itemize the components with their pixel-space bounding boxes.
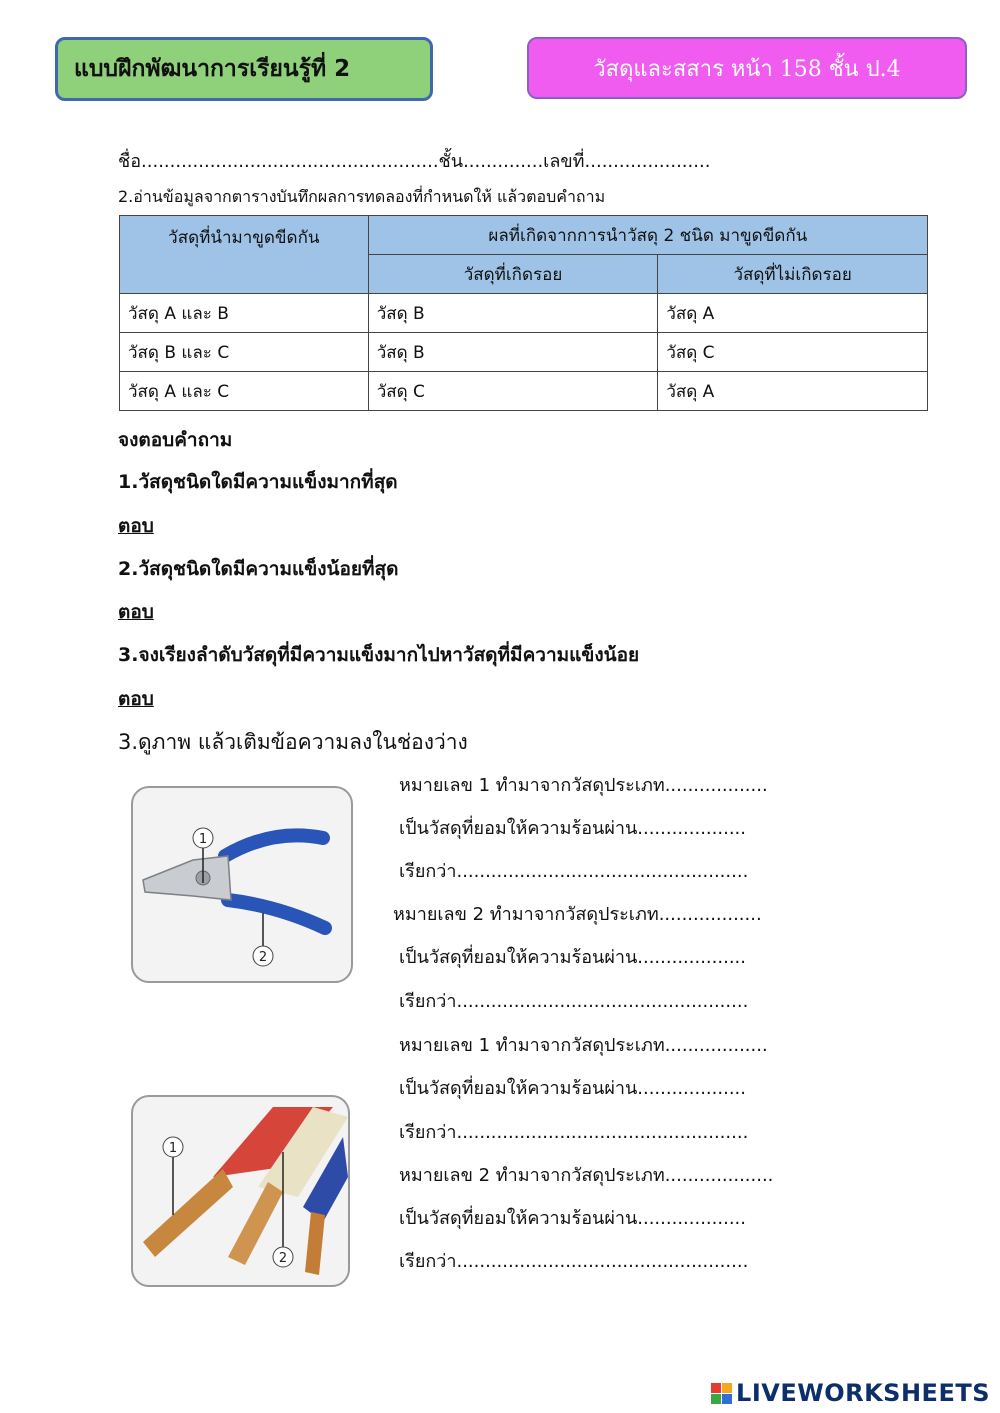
pliers-line-3[interactable]: เรียกว่า................................................... xyxy=(399,861,749,882)
pliers-jaw xyxy=(143,856,231,900)
table-cell: วัสดุ A และ B xyxy=(120,294,369,333)
pliers-handle-upper xyxy=(225,835,323,856)
table-cell: วัสดุ C xyxy=(658,333,928,372)
callout-2-label: 2 xyxy=(258,950,268,965)
worksheet-title-box xyxy=(55,37,433,101)
table-cell: วัสดุ B xyxy=(368,333,658,372)
liveworksheets-logo xyxy=(711,1379,990,1407)
wire-line-1[interactable]: หมายเลข 1 ทำมาจากวัสดุประเภท.................. xyxy=(399,1035,768,1056)
pliers-line-2[interactable]: เป็นวัสดุที่ยอมให้ความร้อนผ่าน................... xyxy=(399,818,746,839)
table-header-results: ผลที่เกิดจากการนำวัสดุ 2 ชนิด มาขูดขีดกัน xyxy=(368,216,927,255)
wire-copper-core-1 xyxy=(143,1169,233,1257)
answer-3-label[interactable]: ตอบ xyxy=(118,688,154,710)
question-1: 1.วัสดุชนิดใดมีความแข็งมากที่สุด xyxy=(118,471,398,493)
wire-illustration xyxy=(133,1097,348,1285)
wire-line-4[interactable]: หมายเลข 2 ทำมาจากวัสดุประเภท................... xyxy=(399,1165,774,1186)
answer-1-label[interactable]: ตอบ xyxy=(118,515,154,537)
topic-title-box xyxy=(527,37,967,99)
pliers-picture xyxy=(131,786,353,983)
questions-instruction: จงตอบคำถาม xyxy=(118,429,233,451)
wire-line-6[interactable]: เรียกว่า................................................... xyxy=(399,1251,749,1272)
table-header-not-scratched: วัสดุที่ไม่เกิดรอย xyxy=(658,255,928,294)
pliers-line-6[interactable]: เรียกว่า................................................... xyxy=(399,991,749,1012)
pliers-illustration xyxy=(133,788,351,981)
wire-line-5[interactable]: เป็นวัสดุที่ยอมให้ความร้อนผ่าน................... xyxy=(399,1208,746,1229)
wire-callout-2-label: 2 xyxy=(278,1251,288,1266)
table-cell: วัสดุ C xyxy=(368,372,658,411)
question-3: 3.จงเรียงลำดับวัสดุที่มีความแข็งมากไปหาวัสดุที่มีความแข็งน้อย xyxy=(118,644,640,666)
student-info-line: ชื่อ....................................................ชั้น..............เลขที่...................... xyxy=(118,151,711,172)
wire-callout-1-label: 1 xyxy=(168,1141,178,1156)
scratch-test-table xyxy=(119,215,928,411)
table-cell: วัสดุ A xyxy=(658,294,928,333)
table-row xyxy=(120,294,928,333)
table-row xyxy=(120,372,928,411)
section-2-instruction: 2.อ่านข้อมูลจากตารางบันทึกผลการทดลองที่กำหนดให้ แล้วตอบคำถาม xyxy=(118,187,606,206)
table-cell: วัสดุ A xyxy=(658,372,928,411)
table-header-scratched: วัสดุที่เกิดรอย xyxy=(368,255,658,294)
liveworksheets-brand-text: LIVEWORKSHEETS xyxy=(736,1379,990,1407)
table-cell: วัสดุ A และ C xyxy=(120,372,369,411)
table-cell: วัสดุ B xyxy=(368,294,658,333)
table-row xyxy=(120,333,928,372)
table-cell: วัสดุ B และ C xyxy=(120,333,369,372)
pliers-handle-lower xyxy=(228,900,325,928)
wire-line-2[interactable]: เป็นวัสดุที่ยอมให้ความร้อนผ่าน................... xyxy=(399,1078,746,1099)
wire-copper-core-3 xyxy=(305,1212,325,1275)
section-3-title: 3.ดูภาพ แล้วเติมข้อความลงในช่องว่าง xyxy=(118,730,468,754)
wire-picture xyxy=(131,1095,350,1287)
callout-1-label: 1 xyxy=(198,832,208,847)
wire-line-3[interactable]: เรียกว่า................................................... xyxy=(399,1122,749,1143)
pliers-line-1[interactable]: หมายเลข 1 ทำมาจากวัสดุประเภท.................. xyxy=(399,775,768,796)
answer-2-label[interactable]: ตอบ xyxy=(118,601,154,623)
worksheet-title: แบบฝึกพัฒนาการเรียนรู้ที่ 2 xyxy=(74,56,351,82)
table-header-materials: วัสดุที่นำมาขูดขีดกัน xyxy=(120,216,369,294)
question-2: 2.วัสดุชนิดใดมีความแข็งน้อยที่สุด xyxy=(118,558,399,580)
pliers-line-5[interactable]: เป็นวัสดุที่ยอมให้ความร้อนผ่าน................... xyxy=(399,947,746,968)
pliers-line-4[interactable]: หมายเลข 2 ทำมาจากวัสดุประเภท.................. xyxy=(393,904,762,925)
liveworksheets-logo-icon xyxy=(711,1383,732,1404)
topic-title: วัสดุและสสาร หน้า 158 ชั้น ป.4 xyxy=(593,56,901,82)
